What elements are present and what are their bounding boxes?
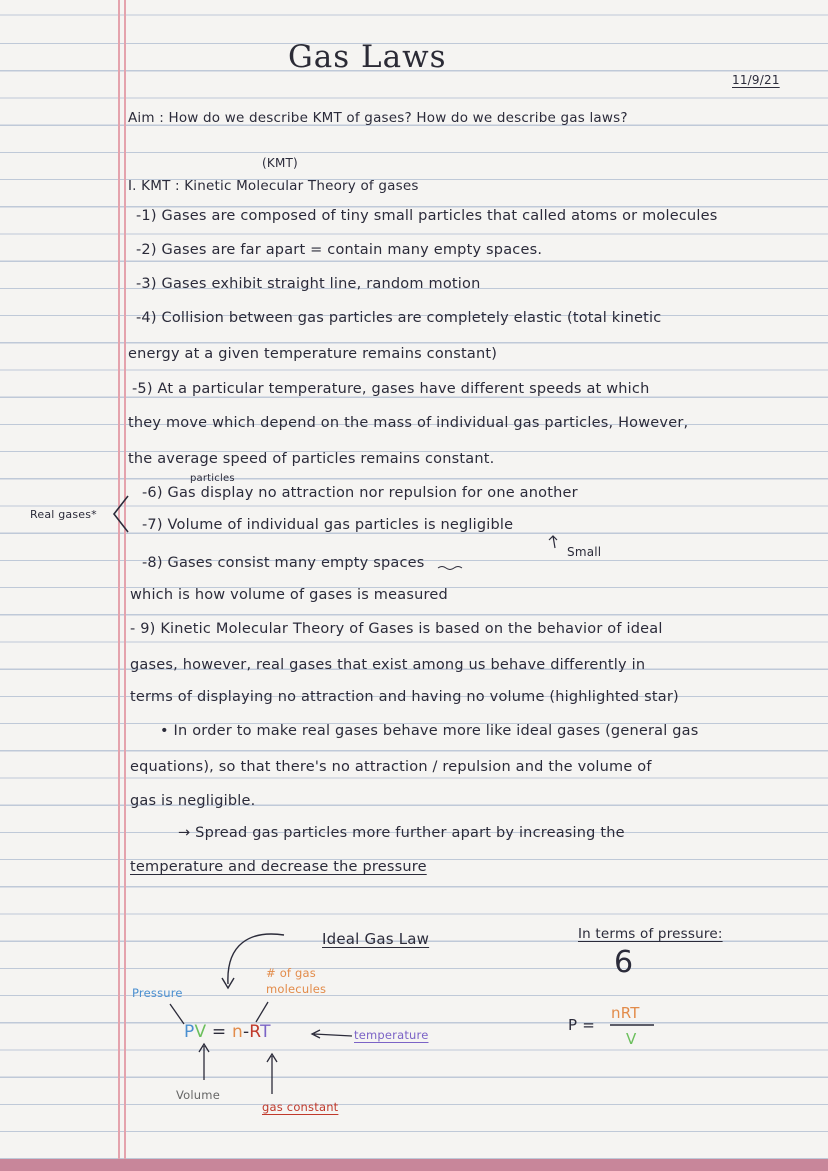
ideal-gas-formula: PV = n-RT [184,1022,271,1042]
point-3: -3) Gases exhibit straight line, random motion [136,276,481,292]
temperature-label: temperature [354,1028,429,1042]
aim-line: Aim : How do we describe KMT of gases? How do we describe gas laws? [128,110,628,126]
formula-n: n [231,1022,243,1042]
formula-v: V [194,1022,207,1042]
gas-constant-label: gas constant [262,1100,339,1114]
page-title: Gas Laws [288,39,447,75]
point-8-cont: which is how volume of gases is measured [130,587,448,603]
formula-equals: = [211,1022,227,1042]
point-7: -7) Volume of individual gas particles is negligible [142,517,514,533]
formula-r: R [249,1022,261,1042]
formula-t: T [260,1022,271,1042]
numerator-text: nRT [611,1004,640,1022]
arrow-note: → Spread gas particles more further apart by increasing the [178,825,625,841]
point-9: - 9) Kinetic Molecular Theory of Gases is based on the behavior of ideal [130,621,663,637]
point-9-cont-2: terms of displaying no attraction and having no volume (highlighted star) [130,689,679,705]
real-gases-label: Real gases* [30,508,97,521]
point-4-cont: energy at a given temperature remains constant) [128,346,498,362]
point-5-cont-2: the average speed of particles remains constant. [128,451,495,467]
point-9-cont: gases, however, real gases that exist among us behave differently in [130,657,646,673]
real-gases-brace [114,496,128,532]
point-5: -5) At a particular temperature, gases have different speeds at which [132,381,650,397]
point-8: -8) Gases consist many empty spaces [142,555,425,571]
section-heading: I. KMT : Kinetic Molecular Theory of gases [128,178,419,194]
moles-label-2: molecules [266,982,327,996]
particles-note: particles [190,473,235,484]
pressure-label: Pressure [132,986,183,1000]
volume-arrow [199,1044,209,1080]
point-4: -4) Collision between gas particles are completely elastic (total kinetic [136,310,662,326]
bullet-note-cont-2: gas is negligible. [130,793,256,809]
pressure-arrow [170,1004,184,1024]
pressure-terms-heading: In terms of pressure: [578,926,723,942]
kmt-abbrev: (KMT) [262,156,298,170]
temperature-arrow [312,1030,352,1038]
gas-constant-arrow [267,1054,277,1094]
pressure-denominator: V [626,1030,637,1048]
formula-p: P [184,1022,195,1042]
point-1: -1) Gases are composed of tiny small particles that called atoms or molecules [136,208,718,224]
arrow-note-cont: temperature and decrease the pressure [130,859,427,875]
volume-label: Volume [176,1088,220,1102]
small-arrow [549,536,557,548]
pressure-p-eq: P = [568,1016,595,1034]
ideal-gas-heading: Ideal Gas Law [322,930,430,948]
squiggle-underline [438,567,462,570]
pressure-number: 6 [614,945,634,980]
point-5-cont: they move which depend on the mass of individual gas particles, However, [128,415,689,431]
bullet-note-cont: equations), so that there's no attraction / repulsion and the volume of [130,759,652,775]
moles-label-1: # of gas [266,966,316,980]
curved-arrow [228,934,284,984]
small-note: Small [567,545,602,559]
point-6: -6) Gas display no attraction nor repulsion for one another [142,485,578,501]
moles-arrow [256,1002,268,1022]
point-2: -2) Gases are far apart = contain many empty spaces. [136,242,543,258]
date: 11/9/21 [732,73,780,87]
bullet-note: • In order to make real gases behave more like ideal gases (general gas [160,723,699,739]
